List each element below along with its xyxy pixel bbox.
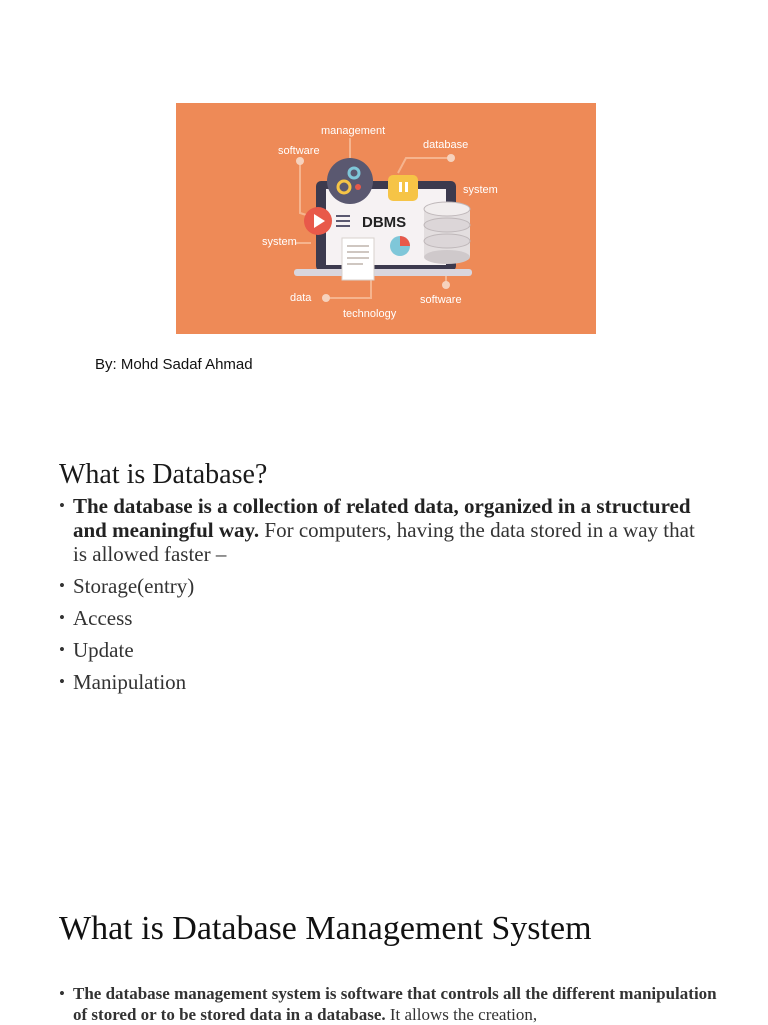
dot-icon	[447, 154, 455, 162]
label-data: data	[290, 292, 312, 304]
section-heading-dbms: What is Database Management System	[59, 910, 592, 947]
list-item: • Update	[59, 638, 699, 662]
screen-title: DBMS	[362, 214, 407, 231]
laptop-base	[294, 269, 472, 276]
dot-icon	[322, 294, 330, 302]
bold-definition: The database is a collection of related data, organized in a structured and meaningful way.	[73, 494, 691, 542]
quote-icon	[405, 182, 408, 192]
label-technology: technology	[343, 308, 397, 320]
database-bullet-list	[59, 494, 699, 702]
list-item	[59, 494, 699, 566]
definition-text: For computers, having the data stored in a way that is allowed faster –	[73, 518, 695, 566]
quote-icon	[399, 182, 402, 192]
gear-badge-icon	[327, 158, 373, 204]
dot-icon	[355, 184, 361, 190]
author-credit: By: Mohd Sadaf Ahmad	[95, 356, 253, 373]
dot-icon	[442, 281, 450, 289]
label-database: database	[423, 139, 469, 151]
label-system: system	[463, 184, 498, 196]
dbms-graphic	[176, 103, 596, 334]
database-stack-icon	[424, 202, 470, 264]
section-heading-database: What is Database?	[59, 459, 268, 490]
dot-icon	[296, 157, 304, 165]
label-management: management	[321, 125, 386, 137]
list-item	[59, 983, 719, 1025]
chat-bubble-icon	[388, 175, 418, 201]
label-system: system	[262, 236, 297, 248]
label-software: software	[278, 145, 320, 157]
dbms-bullet-list	[59, 983, 719, 1025]
dbms-illustration	[176, 103, 596, 334]
definition-text: It allows the creation,	[385, 1005, 538, 1024]
list-item: • Access	[59, 606, 699, 630]
bold-definition: The database management system is software that controls all the different manipulation of stored or to be stored data in a database.	[73, 984, 717, 1024]
list-item: • Manipulation	[59, 670, 699, 694]
label-software: software	[420, 294, 462, 306]
menu-lines-icon	[336, 215, 350, 227]
list-item: • Storage(entry)	[59, 574, 699, 598]
